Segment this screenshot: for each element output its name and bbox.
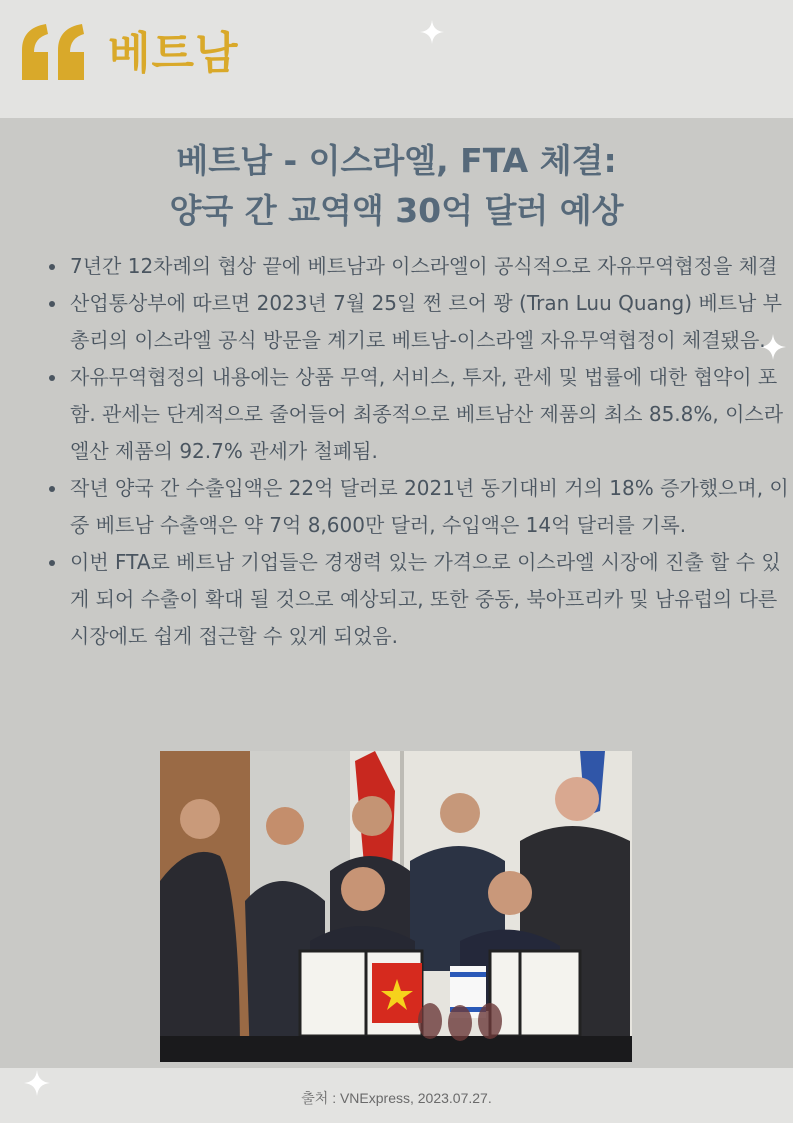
signing-ceremony-photo <box>160 751 632 1062</box>
header-band <box>0 0 793 118</box>
bullet-list <box>46 248 793 655</box>
bullet-item: • 이번 FTA로 베트남 기업들은 경쟁력 있는 가격으로 이스라엘 시장에 진출 할 수 있게 되어 수출이 확대 될 것으로 예상되고, 또한 중동, 북아프리카 및 남유럽의 다른 시장에도 쉽게 접근할 수 있게 되었음. <box>68 544 793 655</box>
article-title-line2: 양국 간 교역액 30억 달러 예상 <box>169 191 624 230</box>
bullet-item: • 산업통상부에 따르면 2023년 7월 25일 쩐 르어 꽝 (Tran Luu Quang) 베트남 부총리의 이스라엘 공식 방문을 계기로 베트남-이스라엘 자유무역협정이 체결됐음. <box>68 285 793 359</box>
article-title <box>0 136 793 236</box>
bullet-item: • 7년간 12차례의 협상 끝에 베트남과 이스라엘이 공식적으로 자유무역협정을 체결 <box>68 248 793 285</box>
header-title: 베트남 <box>108 28 239 79</box>
source-caption: 출처 : VNExpress, 2023.07.27. <box>301 1090 492 1106</box>
bullet-item: • 자유무역협정의 내용에는 상품 무역, 서비스, 투자, 관세 및 법률에 대한 협약이 포함. 관세는 단계적으로 줄어들어 최종적으로 베트남산 제품의 최소 85.8%, 이스라엘산 제품의 92.7% 관세가 철폐됨. <box>68 359 793 470</box>
quote-mark-icon <box>18 22 88 82</box>
article-title-line1: 베트남 - 이스라엘, FTA 체결: <box>176 141 617 180</box>
sparkle-icon <box>420 20 444 44</box>
bullet-item: • 작년 양국 간 수출입액은 22억 달러로 2021년 동기대비 거의 18% 증가했으며, 이 중 베트남 수출액은 약 7억 8,600만 달러, 수입액은 14억 달러를 기록. <box>68 470 793 544</box>
